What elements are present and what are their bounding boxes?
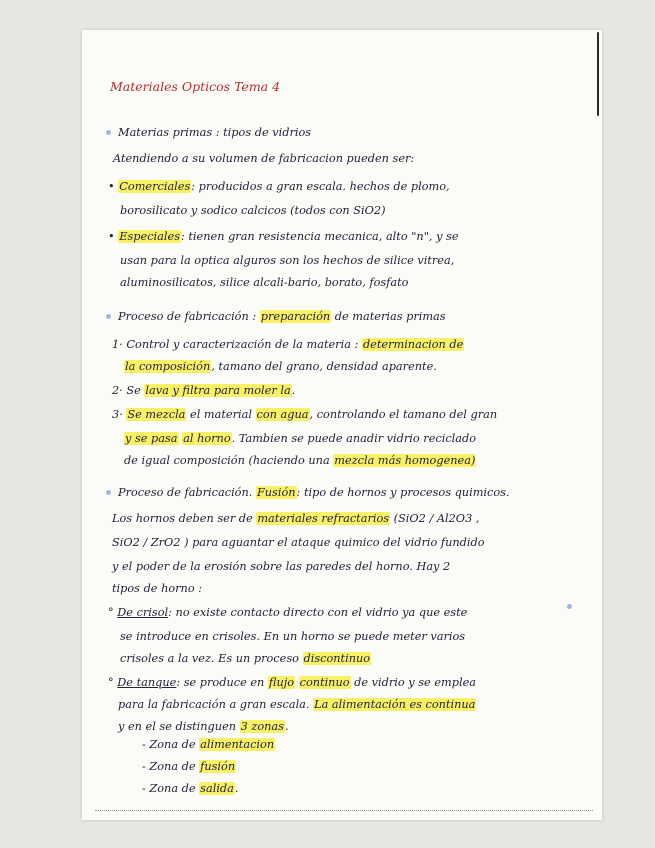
text: 3· xyxy=(112,408,123,421)
text: de materias primas xyxy=(334,310,446,323)
highlight: Comerciales xyxy=(119,180,191,193)
zone-item-salida xyxy=(142,782,239,796)
section-heading-materias: Materias primas : tipos de vidrios xyxy=(118,126,312,139)
page-bottom-dotted-line xyxy=(95,810,593,811)
text: . Tambien se puede anadir vidrio reciclado xyxy=(231,432,477,445)
text: : tienen gran resistencia mecanica, alto "n", y se xyxy=(181,230,459,243)
text: , controlando el tamano del gran xyxy=(309,408,498,421)
section-heading-preparacion xyxy=(118,310,446,324)
highlight: mezcla más homogenea) xyxy=(334,454,476,467)
text-line xyxy=(120,652,371,666)
highlight: salida xyxy=(200,782,234,795)
highlight: lava y filtra para moler la xyxy=(145,384,291,397)
text: - Zona de xyxy=(142,738,196,751)
highlight: al horno xyxy=(183,432,231,445)
highlight: Fusión xyxy=(256,486,296,499)
highlight: y se pasa xyxy=(125,432,178,445)
text: : producidos a gran escala. hechos de plomo, xyxy=(191,180,450,193)
text: . xyxy=(291,384,296,397)
highlight: continuo xyxy=(299,676,350,689)
text: : no existe contacto directo con el vidrio ya que este xyxy=(168,606,468,619)
highlight: fusión xyxy=(200,760,236,773)
highlight: materiales refractarios xyxy=(257,512,390,525)
text: de igual composición (haciendo una xyxy=(124,454,330,467)
text-line: se introduce en crisoles. En un horno se puede meter varios xyxy=(120,630,466,643)
highlight: la composición xyxy=(125,360,211,373)
list-item-comerciales xyxy=(108,180,450,194)
bullet-dot-icon: ° xyxy=(108,676,118,689)
section-heading-fusion xyxy=(118,486,510,500)
text: 1· Control y caracterización de la materia : xyxy=(112,338,359,351)
margin-dot-icon xyxy=(567,604,572,609)
text-line xyxy=(118,720,289,734)
text: de vidrio y se emplea xyxy=(354,676,476,689)
text-line: y el poder de la erosión sobre las paredes del horno. Hay 2 xyxy=(112,560,451,573)
text: el material xyxy=(190,408,252,421)
zone-item-fusion xyxy=(142,760,236,774)
text-line: tipos de horno : xyxy=(112,582,203,595)
text: (SiO2 / Al2O3 , xyxy=(393,512,480,525)
text-line xyxy=(124,454,476,468)
text: : se produce en xyxy=(176,676,265,689)
highlight: determinacion de xyxy=(362,338,464,351)
text-line: SiO2 / ZrO2 ) para aguantar el ataque quimico del vidrio fundido xyxy=(112,536,485,549)
highlight: Especiales xyxy=(119,230,180,243)
bullet-dot-icon: • xyxy=(108,180,119,193)
text: - Zona de xyxy=(142,782,196,795)
text: . xyxy=(234,782,239,795)
list-item-especiales xyxy=(108,230,459,244)
text-line: aluminosilicatos, silice alcali-bario, borato, fosfato xyxy=(120,276,409,289)
text-line: usan para la optica alguros son los hechos de silice vitrea, xyxy=(120,254,455,267)
underlined-label: De tanque xyxy=(117,676,177,689)
section-bullet-icon xyxy=(106,314,111,319)
list-item-crisol xyxy=(108,606,467,620)
highlight: flujo xyxy=(268,676,295,689)
list-item-lava xyxy=(112,384,295,398)
zone-item-alimentacion xyxy=(142,738,275,752)
text: Proceso de fabricación : xyxy=(118,310,257,323)
text-line xyxy=(124,432,476,446)
underlined-label: De crisol xyxy=(117,606,169,619)
text-line xyxy=(118,698,476,712)
text: y en el se distinguen xyxy=(118,720,237,733)
text: 2· Se xyxy=(112,384,141,397)
highlight: con agua xyxy=(256,408,309,421)
highlight: discontinuo xyxy=(303,652,371,665)
text: : tipo de hornos y procesos quimicos. xyxy=(296,486,510,499)
section-bullet-icon xyxy=(106,490,111,495)
list-item-tanque xyxy=(108,676,476,690)
page-edge-mark xyxy=(597,32,599,116)
text-line xyxy=(112,512,479,526)
page-title: Materiales Opticos Tema 4 xyxy=(110,79,281,94)
highlight: La alimentación es continua xyxy=(314,698,476,711)
text: . xyxy=(284,720,289,733)
text: - Zona de xyxy=(142,760,196,773)
text: crisoles a la vez. Es un proceso xyxy=(120,652,299,665)
section-bullet-icon xyxy=(106,130,111,135)
text: Los hornos deben ser de xyxy=(112,512,253,525)
list-item-control xyxy=(112,338,464,352)
highlight: preparación xyxy=(260,310,331,323)
text-line: Atendiendo a su volumen de fabricacion pueden ser: xyxy=(113,152,415,165)
text: , tamano del grano, densidad aparente. xyxy=(211,360,437,373)
text-line xyxy=(124,360,437,374)
bullet-dot-icon: ° xyxy=(108,606,118,619)
text-line: borosilicato y sodico calcicos (todos con SiO2) xyxy=(120,204,386,217)
bullet-dot-icon: • xyxy=(108,230,119,243)
highlight: alimentacion xyxy=(200,738,275,751)
highlight: 3 zonas xyxy=(240,720,284,733)
highlight: Se mezcla xyxy=(127,408,186,421)
text: para la fabricación a gran escala. xyxy=(118,698,310,711)
list-item-mezcla xyxy=(112,408,497,422)
text: Proceso de fabricación. xyxy=(118,486,253,499)
